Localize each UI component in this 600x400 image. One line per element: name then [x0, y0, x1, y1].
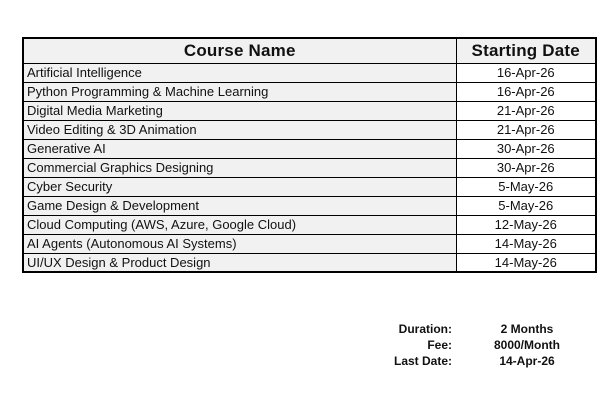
starting-date-cell: 5-May-26 [456, 196, 596, 215]
column-header-starting-date: Starting Date [456, 38, 596, 63]
course-name-cell: Commercial Graphics Designing [23, 158, 456, 177]
info-value: 14-Apr-26 [499, 354, 555, 368]
course-name-cell: Game Design & Development [23, 196, 456, 215]
table-row [23, 63, 596, 82]
starting-date-cell: 30-Apr-26 [456, 139, 596, 158]
course-schedule-table [22, 37, 597, 273]
table-row [23, 101, 596, 120]
table-row [23, 120, 596, 139]
course-name-cell: Video Editing & 3D Animation [23, 120, 456, 139]
column-header-course-name: Course Name [23, 38, 456, 63]
table-row [23, 139, 596, 158]
course-name-cell: Digital Media Marketing [23, 101, 456, 120]
info-value: 2 Months [500, 322, 554, 336]
starting-date-cell: 14-May-26 [456, 234, 596, 253]
course-info-block [22, 321, 600, 369]
starting-date-cell: 30-Apr-26 [456, 158, 596, 177]
table-row [23, 177, 596, 196]
info-value: 8000/Month [493, 338, 560, 352]
starting-date-cell: 14-May-26 [456, 253, 596, 272]
table-row [23, 196, 596, 215]
starting-date-cell: 16-Apr-26 [456, 63, 596, 82]
info-label: Last Date: [393, 354, 452, 368]
info-row [22, 337, 600, 353]
course-name-cell: Cyber Security [23, 177, 456, 196]
starting-date-cell: 12-May-26 [456, 215, 596, 234]
table-row [23, 234, 596, 253]
course-name-cell: Cloud Computing (AWS, Azure, Google Cloud) [23, 215, 456, 234]
course-name-cell: Generative AI [23, 139, 456, 158]
table-row [23, 215, 596, 234]
course-name-cell: Python Programming & Machine Learning [23, 82, 456, 101]
info-label: Fee: [427, 338, 452, 352]
starting-date-cell: 5-May-26 [456, 177, 596, 196]
starting-date-cell: 21-Apr-26 [456, 101, 596, 120]
table-row [23, 253, 596, 272]
info-row [22, 321, 600, 337]
course-table-body [23, 63, 596, 272]
course-name-cell: Artificial Intelligence [23, 63, 456, 82]
info-label: Duration: [398, 322, 452, 336]
starting-date-cell: 21-Apr-26 [456, 120, 596, 139]
course-name-cell: UI/UX Design & Product Design [23, 253, 456, 272]
course-name-cell: AI Agents (Autonomous AI Systems) [23, 234, 456, 253]
table-header [23, 38, 596, 63]
table-row [23, 82, 596, 101]
info-row [22, 353, 600, 369]
table-row [23, 158, 596, 177]
starting-date-cell: 16-Apr-26 [456, 82, 596, 101]
header-row [23, 38, 596, 63]
